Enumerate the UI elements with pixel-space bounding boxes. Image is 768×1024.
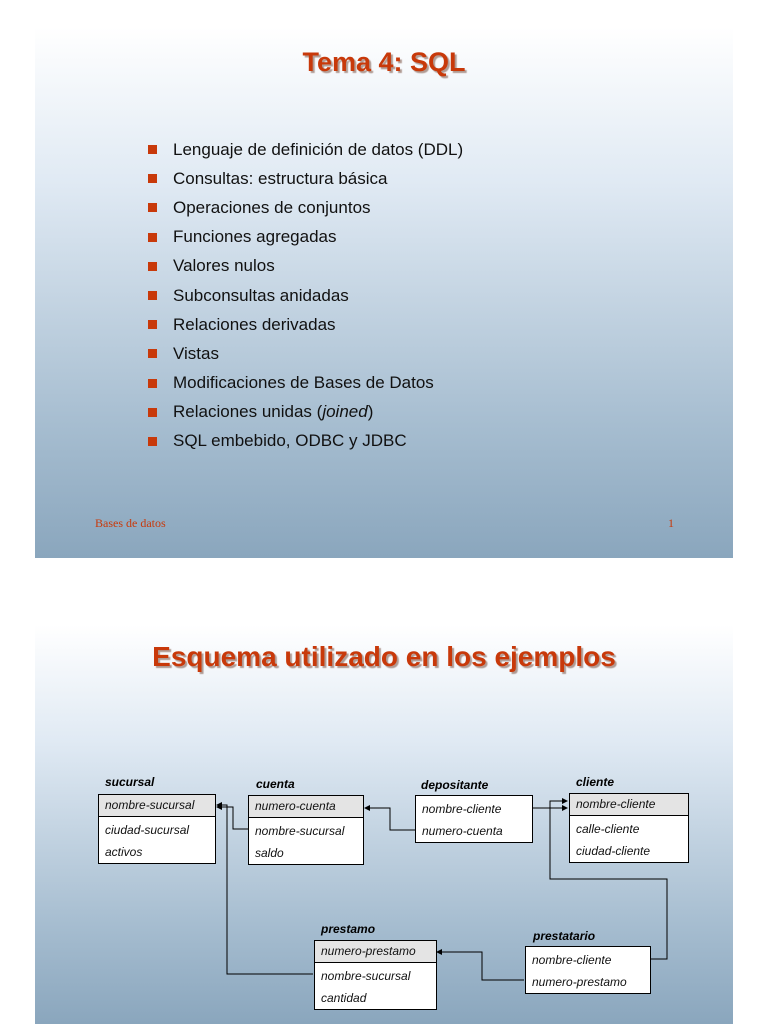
table-attr: nombre-cliente bbox=[532, 953, 612, 967]
slide-1 bbox=[35, 27, 733, 558]
table-attr: activos bbox=[105, 845, 143, 859]
bullet-square-icon bbox=[148, 291, 157, 300]
table-name-cuenta: cuenta bbox=[256, 777, 295, 791]
bullet-square-icon bbox=[148, 145, 157, 154]
slide-2 bbox=[35, 625, 733, 1024]
table-key: numero-prestamo bbox=[315, 941, 436, 963]
list-item: Valores nulos bbox=[148, 252, 463, 281]
list-item: Lenguaje de definición de datos (DDL) bbox=[148, 135, 463, 164]
slide-title: Esquema utilizado en los ejemplos bbox=[152, 641, 616, 672]
table-attr: saldo bbox=[255, 846, 284, 860]
table-attr: calle-cliente bbox=[576, 822, 640, 836]
table-name-cliente: cliente bbox=[576, 775, 615, 789]
table-cuenta bbox=[248, 795, 364, 865]
table-attr: cantidad bbox=[321, 991, 367, 1005]
list-item: Operaciones de conjuntos bbox=[148, 193, 463, 222]
bullet-square-icon bbox=[148, 262, 157, 271]
table-attr: nombre-sucursal bbox=[255, 824, 345, 838]
page-number: 1 bbox=[668, 516, 674, 530]
table-prestatario bbox=[525, 946, 651, 994]
table-sucursal bbox=[98, 794, 216, 864]
list-item: Vistas bbox=[148, 339, 463, 368]
table-name-prestatario: prestatario bbox=[533, 929, 596, 943]
table-name-depositante: depositante bbox=[421, 778, 489, 792]
list-item: Consultas: estructura básica bbox=[148, 164, 463, 193]
link-cuenta-sucursal bbox=[217, 807, 248, 829]
list-item: SQL embebido, ODBC y JDBC bbox=[148, 427, 463, 456]
list-item: Relaciones unidas ( joined ) bbox=[148, 398, 463, 427]
bullet-square-icon bbox=[148, 437, 157, 446]
table-key: nombre-cliente bbox=[570, 794, 688, 816]
table-prestamo bbox=[314, 940, 437, 1010]
table-attr: nombre-cliente bbox=[422, 802, 502, 816]
table-name-sucursal: sucursal bbox=[105, 775, 155, 789]
bullet-square-icon bbox=[148, 233, 157, 242]
list-item: Modificaciones de Bases de Datos bbox=[148, 369, 463, 398]
link-depositante-cuenta bbox=[365, 808, 415, 830]
table-depositante bbox=[415, 795, 533, 843]
table-key: nombre-sucursal bbox=[99, 795, 215, 817]
table-attr: nombre-sucursal bbox=[321, 969, 411, 983]
table-attr: ciudad-sucursal bbox=[105, 823, 190, 837]
bullet-list bbox=[148, 135, 463, 456]
list-item: Funciones agregadas bbox=[148, 223, 463, 252]
bullet-square-icon bbox=[148, 408, 157, 417]
bullet-square-icon bbox=[148, 349, 157, 358]
bullet-square-icon bbox=[148, 379, 157, 388]
table-cliente bbox=[569, 793, 689, 863]
footer-label: Bases de datos bbox=[95, 516, 166, 530]
table-attr: ciudad-cliente bbox=[576, 844, 651, 858]
table-key: numero-cuenta bbox=[249, 796, 363, 818]
table-attr: numero-prestamo bbox=[532, 975, 627, 989]
list-item: Relaciones derivadas bbox=[148, 310, 463, 339]
table-name-prestamo: prestamo bbox=[321, 922, 376, 936]
table-attr: numero-cuenta bbox=[422, 824, 503, 838]
link-prestatario-prestamo bbox=[437, 952, 524, 980]
bullet-square-icon bbox=[148, 174, 157, 183]
bullet-square-icon bbox=[148, 203, 157, 212]
bullet-square-icon bbox=[148, 320, 157, 329]
slide-title: Tema 4: SQL bbox=[302, 47, 466, 77]
list-item: Subconsultas anidadas bbox=[148, 281, 463, 310]
